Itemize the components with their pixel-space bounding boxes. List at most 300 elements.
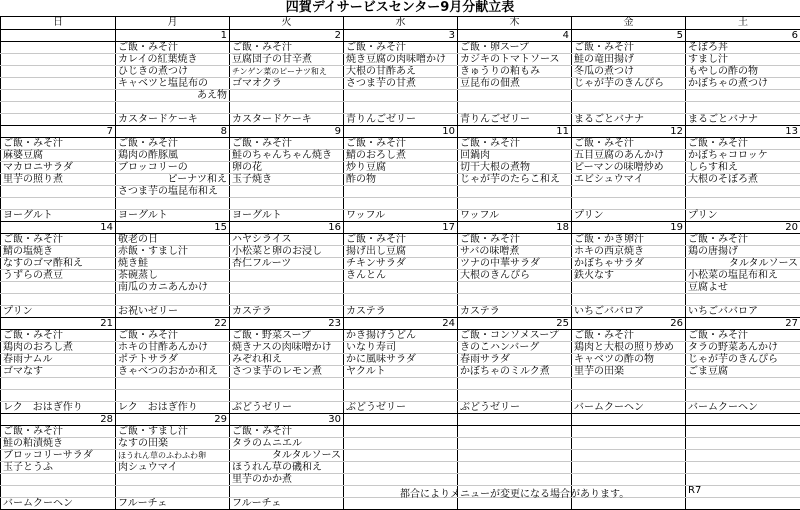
menu-item (686, 378, 800, 390)
menu-item: ゴマなす (1, 366, 116, 378)
menu-item (572, 390, 686, 402)
menu-item: 五目豆腐のあんかけ (572, 150, 686, 162)
menu-item: すまし汁 (686, 54, 800, 66)
menu-item (686, 474, 800, 486)
menu-item: 敬老の日 (116, 234, 230, 246)
day-number: 13 (686, 126, 800, 138)
menu-item (1, 42, 116, 54)
menu-item (344, 390, 458, 402)
menu-item: さつま芋のレモン煮 (230, 366, 344, 378)
menu-item (458, 474, 572, 486)
menu-item: ご飯・みそ汁 (686, 330, 800, 342)
menu-item (1, 90, 116, 102)
menu-line-row (1, 258, 800, 270)
day-number: 24 (344, 318, 458, 330)
menu-item (230, 90, 344, 102)
menu-item: カレイの紅葉焼き (116, 54, 230, 66)
menu-item: 鮭の粕漬焼き (1, 438, 116, 450)
menu-item (230, 102, 344, 114)
menu-item (686, 102, 800, 114)
menu-item: 大根のそぼろ煮 (686, 174, 800, 186)
menu-item: かぼちゃコロッケ (686, 150, 800, 162)
menu-item (572, 438, 686, 450)
menu-item (572, 282, 686, 294)
menu-item: 鯖の塩焼き (1, 246, 116, 258)
day-number: 25 (458, 318, 572, 330)
menu-item (344, 186, 458, 198)
footer-code: R7 (688, 485, 701, 496)
menu-item: 鶏肉の酢豚風 (116, 150, 230, 162)
date-row (1, 318, 800, 330)
snack-item: プリン (1, 306, 116, 318)
menu-item: 小松菜の塩昆布和え (686, 270, 800, 282)
menu-item: 里芋の田楽 (572, 366, 686, 378)
menu-item (1, 78, 116, 90)
menu-calendar-table (0, 16, 800, 510)
menu-item: さつま芋の甘煮 (344, 78, 458, 90)
snack-item: カステラ (458, 306, 572, 318)
menu-item: キャベツの酢の物 (572, 354, 686, 366)
snack-item: ヨーグルト (1, 210, 116, 222)
menu-item (1, 294, 116, 306)
day-number (686, 414, 800, 426)
menu-item (686, 294, 800, 306)
snack-item: いちごババロア (686, 306, 800, 318)
menu-item (1, 102, 116, 114)
menu-item: 赤飯・すまし汁 (116, 246, 230, 258)
menu-item (344, 426, 458, 438)
menu-line-row (1, 186, 800, 198)
menu-item (1, 378, 116, 390)
menu-item: ポテトサラダ (116, 354, 230, 366)
snack-item: ぶどうゼリー (344, 402, 458, 414)
menu-line-row (1, 150, 800, 162)
menu-item: ご飯・みそ汁 (1, 330, 116, 342)
menu-item (116, 378, 230, 390)
day-number: 21 (1, 318, 116, 330)
menu-line-row (1, 450, 800, 462)
menu-item: 春雨サラダ (458, 354, 572, 366)
menu-item: タラの野菜あんかけ (686, 342, 800, 354)
day-number: 9 (230, 126, 344, 138)
menu-item: あえ物 (116, 90, 230, 102)
menu-item: ご飯・みそ汁 (1, 138, 116, 150)
menu-item (686, 186, 800, 198)
menu-line-row (1, 54, 800, 66)
menu-item (1, 54, 116, 66)
menu-item: ご飯・かき卵汁 (572, 234, 686, 246)
menu-item: マカロニサラダ (1, 162, 116, 174)
menu-line-row (1, 66, 800, 78)
menu-item (230, 390, 344, 402)
menu-item (686, 450, 800, 462)
menu-item (458, 102, 572, 114)
menu-item: ご飯・みそ汁 (1, 234, 116, 246)
menu-item: じゃが芋のたらこ和え (458, 174, 572, 186)
menu-line-row (1, 474, 800, 486)
footer-note: 都合によりメニューが変更になる場合があります。 (400, 485, 629, 500)
menu-item: 鶏肉と大根の照り炒め (572, 342, 686, 354)
menu-item: ご飯・みそ汁 (458, 138, 572, 150)
menu-item: チンゲン菜のピーナツ和え (230, 66, 344, 78)
menu-item: ご飯・すまし汁 (116, 426, 230, 438)
menu-item: 冬瓜の煮つけ (572, 66, 686, 78)
menu-item: 鉄火なす (572, 270, 686, 282)
snack-item: バームクーヘン (1, 498, 116, 510)
snack-row (1, 306, 800, 318)
snack-item: ワッフル (458, 210, 572, 222)
menu-line-row (1, 342, 800, 354)
menu-item (458, 438, 572, 450)
snack-item: レク おはぎ作り (1, 402, 116, 414)
menu-item (572, 186, 686, 198)
menu-item (686, 438, 800, 450)
menu-item (572, 90, 686, 102)
menu-item: タルタルソース (230, 450, 344, 462)
menu-item (1, 390, 116, 402)
day-number: 6 (686, 30, 800, 42)
menu-line-row (1, 378, 800, 390)
menu-item: いなり寿司 (344, 342, 458, 354)
date-row (1, 222, 800, 234)
menu-item (344, 198, 458, 210)
menu-line-row (1, 438, 800, 450)
footer (0, 485, 800, 499)
menu-item: ご飯・みそ汁 (230, 426, 344, 438)
menu-item: ご飯・みそ汁 (686, 138, 800, 150)
menu-item: なすのゴマ酢和え (1, 258, 116, 270)
menu-item (344, 90, 458, 102)
menu-line-row (1, 90, 800, 102)
snack-item: ぶどうゼリー (230, 402, 344, 414)
menu-item (344, 438, 458, 450)
date-row (1, 126, 800, 138)
menu-item (572, 462, 686, 474)
menu-item: うずらの煮豆 (1, 270, 116, 282)
menu-line-row (1, 282, 800, 294)
menu-item (458, 378, 572, 390)
menu-item: 南瓜のカニあんかけ (116, 282, 230, 294)
menu-item (686, 426, 800, 438)
menu-item: じゃが芋のきんぴら (572, 78, 686, 90)
snack-row (1, 114, 800, 126)
menu-item: かに風味サラダ (344, 354, 458, 366)
menu-item: 大根の甘酢あえ (344, 66, 458, 78)
page-title: 四賀デイサービスセンター9月分献立表 (0, 0, 800, 16)
menu-item: 鮭のちゃんちゃん焼き (230, 150, 344, 162)
menu-item: タラのムニエル (230, 438, 344, 450)
menu-item: 杏仁フルーツ (230, 258, 344, 270)
menu-item: かぼちゃの煮つけ (686, 78, 800, 90)
snack-item: 青りんごゼリー (344, 114, 458, 126)
menu-item (116, 294, 230, 306)
menu-item: タルタルソース (686, 258, 800, 270)
day-number: 23 (230, 318, 344, 330)
snack-item: プリン (686, 210, 800, 222)
menu-item: きんとん (344, 270, 458, 282)
menu-item (572, 474, 686, 486)
menu-item: 麻婆豆腐 (1, 150, 116, 162)
menu-item: キャベツと塩昆布の (116, 78, 230, 90)
menu-item (686, 390, 800, 402)
menu-item: 玉子焼き (230, 174, 344, 186)
snack-row (1, 210, 800, 222)
snack-item: フルーチェ (116, 498, 230, 510)
menu-item: 回鍋肉 (458, 150, 572, 162)
menu-item (572, 102, 686, 114)
menu-item: きゃべつのおかか和え (116, 366, 230, 378)
menu-line-row (1, 270, 800, 282)
menu-item (344, 102, 458, 114)
menu-item: チキンサラダ (344, 258, 458, 270)
menu-item: ゴマオクラ (230, 78, 344, 90)
day-number: 27 (686, 318, 800, 330)
menu-item: ご飯・みそ汁 (116, 330, 230, 342)
snack-item: ワッフル (344, 210, 458, 222)
snack-item: まるごとバナナ (686, 114, 800, 126)
menu-line-row (1, 162, 800, 174)
menu-item: 小松菜と卵のお浸し (230, 246, 344, 258)
menu-item (344, 294, 458, 306)
weekday-sun: 日 (1, 17, 116, 30)
day-number: 18 (458, 222, 572, 234)
menu-line-row (1, 462, 800, 474)
snack-item: フルーチェ (230, 498, 344, 510)
menu-item (230, 270, 344, 282)
day-number: 14 (1, 222, 116, 234)
menu-item: ごま豆腐 (686, 366, 800, 378)
menu-item: そぼろ丼 (686, 42, 800, 54)
menu-line-row (1, 138, 800, 150)
menu-item (344, 378, 458, 390)
day-number: 19 (572, 222, 686, 234)
menu-item: 大根のきんぴら (458, 270, 572, 282)
menu-item (458, 186, 572, 198)
day-number: 1 (116, 30, 230, 42)
menu-item: ご飯・みそ汁 (116, 42, 230, 54)
menu-item: ピーナツ和え (116, 174, 230, 186)
menu-item: ご飯・コンソメスープ (458, 330, 572, 342)
snack-item: ヨーグルト (116, 210, 230, 222)
menu-item: ご飯・みそ汁 (344, 42, 458, 54)
menu-item: 里芋の照り煮 (1, 174, 116, 186)
menu-item: ほうれん草のふわふわ卵 (116, 450, 230, 462)
menu-item (116, 390, 230, 402)
day-number: 11 (458, 126, 572, 138)
menu-item (686, 198, 800, 210)
day-number (458, 414, 572, 426)
menu-item: ご飯・野菜スープ (230, 330, 344, 342)
day-number: 5 (572, 30, 686, 42)
menu-item: 切干大根の煮物 (458, 162, 572, 174)
snack-item: カステラ (230, 306, 344, 318)
day-number: 7 (1, 126, 116, 138)
menu-line-row (1, 390, 800, 402)
menu-item (344, 462, 458, 474)
menu-line-row (1, 234, 800, 246)
menu-item: 里芋のかか煮 (230, 474, 344, 486)
menu-item: 鶏の唐揚げ (686, 246, 800, 258)
menu-item: じゃが芋のきんぴら (686, 354, 800, 366)
menu-item (1, 186, 116, 198)
menu-item: もやしの酢の物 (686, 66, 800, 78)
menu-item (1, 474, 116, 486)
weekday-wed: 水 (344, 17, 458, 30)
day-number (344, 414, 458, 426)
day-number: 30 (230, 414, 344, 426)
menu-item: ひじきの煮つけ (116, 66, 230, 78)
menu-item (572, 450, 686, 462)
weekday-tue: 火 (230, 17, 344, 30)
day-number: 20 (686, 222, 800, 234)
menu-item: 豆腐団子の甘辛煮 (230, 54, 344, 66)
menu-item: 焼き豆腐の肉味噌かけ (344, 54, 458, 66)
menu-item (458, 90, 572, 102)
menu-item: 茶碗蒸し (116, 270, 230, 282)
snack-row (1, 402, 800, 414)
menu-item (572, 426, 686, 438)
menu-item: ツナの中華サラダ (458, 258, 572, 270)
menu-item: しらす和え (686, 162, 800, 174)
menu-item: 鶏肉のおろし煮 (1, 342, 116, 354)
menu-item (116, 198, 230, 210)
day-number: 16 (230, 222, 344, 234)
menu-item (344, 282, 458, 294)
menu-item (458, 282, 572, 294)
snack-item: お祝いゼリー (116, 306, 230, 318)
menu-item: 豆昆布の佃煮 (458, 78, 572, 90)
menu-item (116, 474, 230, 486)
menu-item: きのこハンバーグ (458, 342, 572, 354)
menu-item: エビシュウマイ (572, 174, 686, 186)
menu-line-row (1, 330, 800, 342)
weekday-header-row (1, 17, 800, 30)
day-number: 3 (344, 30, 458, 42)
menu-item: ハヤシライス (230, 234, 344, 246)
snack-item: プリン (572, 210, 686, 222)
menu-item: かき揚げうどん (344, 330, 458, 342)
menu-line-row (1, 78, 800, 90)
menu-item (230, 282, 344, 294)
snack-item: カステラ (344, 306, 458, 318)
menu-line-row (1, 174, 800, 186)
menu-item (230, 186, 344, 198)
menu-item: ご飯・みそ汁 (572, 330, 686, 342)
menu-item: 春雨ナムル (1, 354, 116, 366)
day-number (572, 414, 686, 426)
day-number: 4 (458, 30, 572, 42)
menu-item (230, 198, 344, 210)
menu-item (572, 378, 686, 390)
menu-item: ご飯・みそ汁 (116, 138, 230, 150)
menu-item: きゅうりの粕もみ (458, 66, 572, 78)
menu-item (458, 426, 572, 438)
menu-item (686, 90, 800, 102)
menu-item: ご飯・みそ汁 (572, 42, 686, 54)
menu-item: ご飯・みそ汁 (1, 426, 116, 438)
menu-item: さつま芋の塩昆布和え (116, 186, 230, 198)
menu-line-row (1, 246, 800, 258)
menu-line-row (1, 426, 800, 438)
menu-item (458, 462, 572, 474)
menu-item (686, 462, 800, 474)
menu-item: 酢の物 (344, 174, 458, 186)
menu-item: ブロッコリーサラダ (1, 450, 116, 462)
day-number: 17 (344, 222, 458, 234)
day-number: 2 (230, 30, 344, 42)
menu-item: カジキのトマトソース (458, 54, 572, 66)
menu-item (572, 198, 686, 210)
snack-item: ヨーグルト (230, 210, 344, 222)
menu-item: ご飯・みそ汁 (344, 138, 458, 150)
menu-line-row (1, 366, 800, 378)
day-number: 28 (1, 414, 116, 426)
menu-item: ご飯・みそ汁 (686, 234, 800, 246)
menu-item: ほうれん草の磯和え (230, 462, 344, 474)
day-number: 8 (116, 126, 230, 138)
menu-item: ご飯・みそ汁 (230, 42, 344, 54)
snack-item: レク おはぎ作り (116, 402, 230, 414)
menu-item (458, 198, 572, 210)
menu-item (230, 294, 344, 306)
menu-item: ホキの甘酢あんかけ (116, 342, 230, 354)
menu-line-row (1, 42, 800, 54)
menu-item: ヤクルト (344, 366, 458, 378)
menu-item (344, 450, 458, 462)
snack-item: まるごとバナナ (572, 114, 686, 126)
weekday-mon: 月 (116, 17, 230, 30)
menu-item (458, 390, 572, 402)
menu-item: 焼きナスの肉味噌かけ (230, 342, 344, 354)
menu-item (230, 378, 344, 390)
snack-item: バームクーヘン (572, 402, 686, 414)
menu-item: 炒り豆腐 (344, 162, 458, 174)
menu-line-row (1, 102, 800, 114)
menu-item (458, 294, 572, 306)
snack-item (1, 114, 116, 126)
day-number (1, 30, 116, 42)
menu-item: ご飯・みそ汁 (572, 138, 686, 150)
date-row (1, 414, 800, 426)
menu-item: ご飯・卵スープ (458, 42, 572, 54)
menu-item: なすの田楽 (116, 438, 230, 450)
menu-item: 肉シュウマイ (116, 462, 230, 474)
menu-item: 鯖のおろし煮 (344, 150, 458, 162)
day-number: 15 (116, 222, 230, 234)
date-row (1, 30, 800, 42)
day-number: 26 (572, 318, 686, 330)
snack-item: いちごババロア (572, 306, 686, 318)
menu-item (1, 198, 116, 210)
snack-item: カスタードケーキ (116, 114, 230, 126)
menu-item: 揚げ出し豆腐 (344, 246, 458, 258)
menu-item: ブロッコリーの (116, 162, 230, 174)
weekday-fri: 金 (572, 17, 686, 30)
menu-item: みぞれ和え (230, 354, 344, 366)
snack-item: バームクーヘン (686, 402, 800, 414)
menu-item: かぼちゃのミルク煮 (458, 366, 572, 378)
menu-line-row (1, 354, 800, 366)
menu-item: かぼちゃサラダ (572, 258, 686, 270)
day-number: 22 (116, 318, 230, 330)
menu-item (1, 282, 116, 294)
menu-item: 豆腐よせ (686, 282, 800, 294)
menu-item: サバの味噌煮 (458, 246, 572, 258)
day-number: 12 (572, 126, 686, 138)
snack-item (686, 498, 800, 510)
menu-item: 玉子とうふ (1, 462, 116, 474)
menu-line-row (1, 294, 800, 306)
